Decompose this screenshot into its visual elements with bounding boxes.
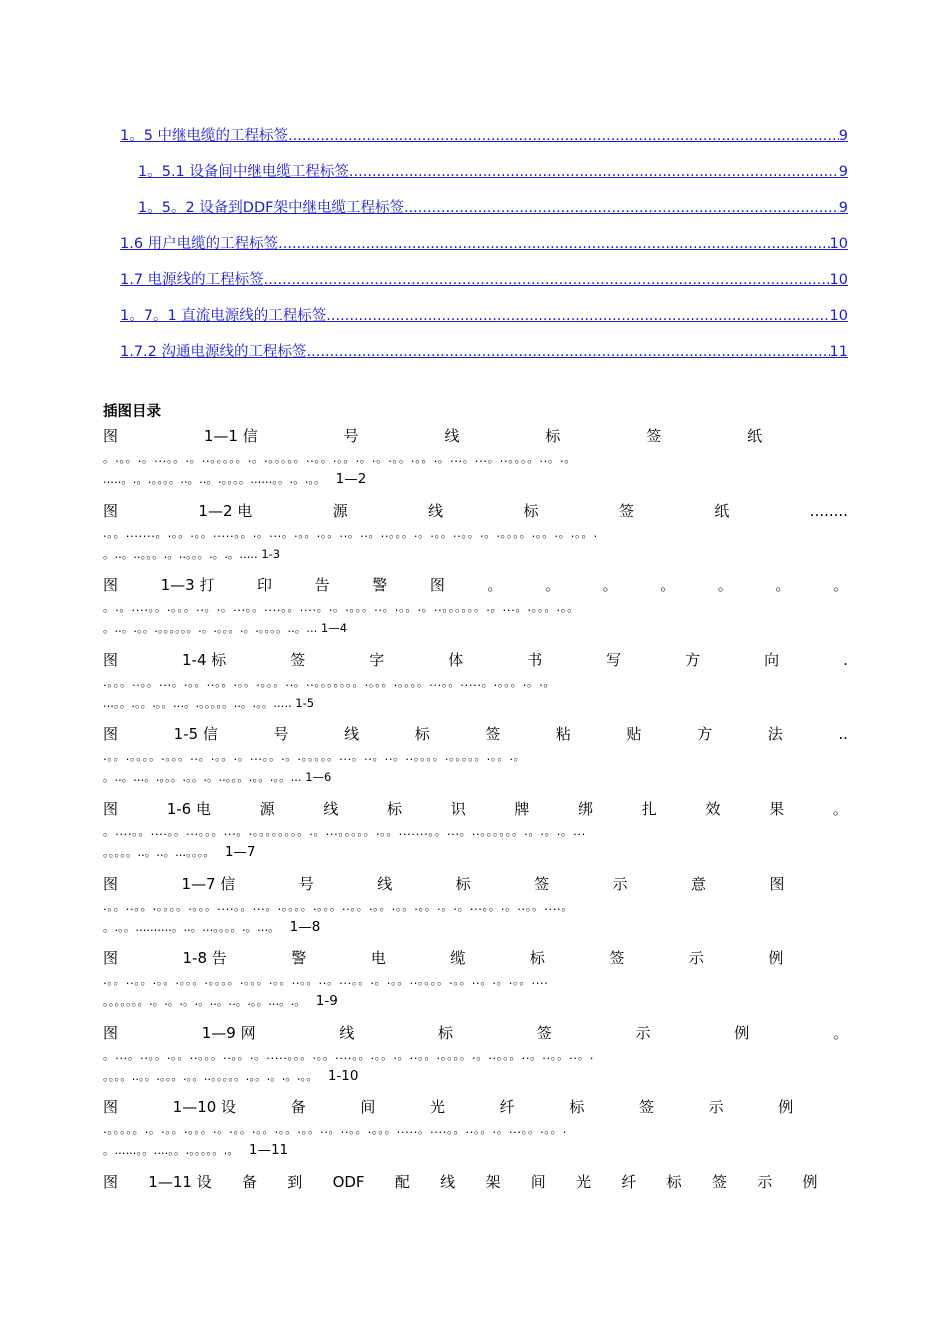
caption-word: 光 (430, 1098, 446, 1117)
dot-leader: .。。。。。.。.。。.。。。.。.。。.。。.。。.。。..。..。。.。。。.....。....。。..。。.。...。。.。。. (103, 1122, 568, 1137)
toc-link[interactable] (120, 126, 848, 146)
caption-word: 标 (387, 800, 403, 818)
caption-word: 图 (103, 874, 119, 893)
caption-word: 纸 (747, 427, 763, 445)
figure-entry[interactable] (103, 500, 848, 564)
figure-caption (103, 798, 848, 820)
dot-leader-tail (103, 991, 848, 1011)
caption-word: 签 (534, 874, 550, 893)
toc-leader (264, 270, 830, 290)
caption-word: 例 (802, 1173, 818, 1191)
caption-word: 签 (711, 1173, 727, 1191)
caption-word: 缆 (450, 949, 466, 968)
toc-label: 1。5 中继电缆的工程标签 (120, 128, 289, 144)
toc-page: 9 (838, 164, 848, 180)
caption-word: 1-4 标 (181, 650, 227, 669)
dot-leader-tail (103, 693, 848, 713)
caption-word: 1—2 电 (198, 501, 253, 520)
toc-leader (326, 306, 829, 326)
caption-word: ODF (332, 1173, 365, 1191)
caption-word: 警 (291, 949, 307, 968)
caption-word: 警 (372, 576, 388, 595)
leader-text: 。。。。。。。.。.。.。.。..。..。.。。...。.。 (103, 994, 306, 1009)
caption-word: 1-8 告 (182, 949, 227, 968)
caption-word: 配 (394, 1173, 410, 1191)
figure-entry[interactable] (103, 1096, 848, 1160)
toc-link[interactable] (120, 342, 848, 362)
figure-entry[interactable] (103, 1171, 848, 1193)
leader-text: 。.。。..........。..。...。。。。.。...。 (103, 919, 280, 934)
dot-leader-tail (103, 917, 848, 937)
caption-word: 。 (832, 576, 848, 595)
dot-leader-tail (103, 469, 848, 489)
caption-word: 例 (734, 1023, 750, 1042)
toc-page: 11 (829, 344, 848, 360)
caption-word: 图 (103, 427, 119, 445)
figure-caption (103, 574, 848, 596)
caption-word: 向 (764, 650, 780, 669)
caption-word: 纤 (621, 1173, 637, 1191)
caption-word: 粘 (555, 725, 571, 744)
dot-leader-tail (103, 618, 848, 638)
caption-word: 纤 (499, 1098, 515, 1117)
figure-caption (103, 947, 848, 969)
dot-leader: 。....。。....。。...。。。...。.。。。。。。。。.。...。。。。。.。。.......。。...。..。。。。。。.。.。.。... (103, 824, 586, 838)
caption-word: 。 (602, 576, 618, 595)
caption-word: 1—7 信 (181, 874, 236, 893)
caption-word: 图 (103, 725, 119, 744)
caption-word: 1-5 信 (173, 725, 218, 744)
caption-word: 电 (370, 949, 386, 968)
caption-word: 印 (257, 576, 273, 595)
toc-label: 1。5。2 设备到DDF架中继电缆工程标签 (138, 200, 404, 216)
next-figure-number: 1—11 (248, 1142, 289, 1159)
caption-word: 签 (646, 427, 662, 445)
caption-word: 签 (290, 650, 306, 669)
figure-entry[interactable] (103, 947, 848, 1011)
caption-word: 。 (487, 576, 503, 595)
next-figure-number: 1—7 (224, 844, 256, 860)
caption-word: 方 (685, 650, 701, 669)
caption-word: 果 (769, 800, 785, 818)
dot-leader-tail (103, 1066, 848, 1086)
toc-label: 1。7。1 直流电源线的工程标签 (120, 308, 327, 324)
caption-word: 1—10 设 (172, 1098, 237, 1117)
dot-leader: .。。.......。.。。.。。.....。。.。...。.。。.。。..。..。..。。。.。.。。..。。.。.。。。。.。。.。.。。. (103, 525, 598, 540)
figure-entry[interactable] (103, 723, 848, 787)
caption-word: .. (838, 725, 848, 744)
dot-leader: 。.。。.。...。。.。..。。。。。.。.。。。。。..。。.。。.。.。.。。.。。.。...。...。..。。。。..。.。 (103, 451, 577, 465)
caption-word: 1—9 网 (201, 1023, 256, 1042)
figure-caption (103, 1096, 848, 1118)
toc-leader (307, 342, 830, 362)
caption-word: 图 (429, 576, 445, 595)
next-figure-number: 1-9 (315, 993, 338, 1010)
dot-leader: 。.。....。。.。。。..。.。...。。....。。....。.。.。。。..。.。。.。..。。。。。。.。...。.。。。.。。 (103, 600, 580, 615)
caption-word: 牌 (514, 800, 530, 818)
toc-page: 10 (829, 272, 848, 288)
dot-leader: .。。。..。。...。.。。..。。.。。.。。。..。..。。。。。。。.。。。.。。。。...。。.....。.。。。.。.。 (103, 674, 556, 689)
caption-word: 标 (414, 725, 430, 744)
caption-word: 号 (343, 427, 359, 445)
figure-caption (103, 1022, 848, 1044)
caption-word: 标 (545, 427, 561, 445)
figure-entry[interactable] (103, 425, 848, 489)
caption-word: 。 (545, 576, 561, 595)
caption-word: 识 (450, 800, 466, 818)
toc-page: 9 (838, 200, 848, 216)
caption-word: 例 (778, 1098, 794, 1117)
toc-link[interactable] (120, 306, 848, 326)
toc-page: 10 (829, 308, 848, 324)
caption-word: 签 (638, 1098, 654, 1117)
dot-leader: 。...。..。。.。。..。。。..。。.。.....。。。.。。....。。.。。.。..。。.。。。。.。..。。。..。..。。..。. (103, 1047, 595, 1062)
caption-word: 。 (832, 1023, 848, 1042)
caption-word: 示 (612, 874, 628, 893)
dot-leader-tail (103, 842, 848, 862)
figure-caption (103, 873, 848, 895)
caption-word: 源 (259, 800, 275, 818)
caption-word: 。 (832, 800, 848, 818)
caption-word: 扎 (641, 800, 657, 818)
caption-word: 线 (323, 800, 339, 818)
caption-word: 图 (103, 650, 119, 669)
caption-word: 图 (769, 874, 785, 893)
figure-caption (103, 425, 848, 447)
caption-word: 间 (360, 1098, 376, 1117)
toc-leader (349, 162, 839, 182)
caption-word: 备 (241, 1173, 257, 1191)
figure-caption (103, 649, 848, 671)
caption-word: 体 (448, 650, 464, 669)
caption-word: 。 (660, 576, 676, 595)
next-figure-number: 1—8 (289, 918, 321, 935)
toc-label: 1.7.2 沟通电源线的工程标签 (120, 344, 307, 360)
caption-word: 1—1 信 (203, 427, 258, 445)
caption-word: 告 (314, 576, 330, 595)
caption-word: 备 (290, 1098, 306, 1117)
leader-text: 。。。。。..。..。...。。。。 (103, 845, 215, 859)
toc-link[interactable] (138, 198, 848, 218)
toc-link[interactable] (120, 270, 848, 290)
caption-word: 号 (298, 874, 314, 893)
dot-leader: .。。..。。.。。。。.。。。....。。...。.。。。。.。。。..。。.。。.。。.。。.。.。...。。.。..。。....。 (103, 898, 574, 913)
caption-word: 方 (697, 725, 713, 744)
caption-word: 线 (377, 874, 393, 893)
caption-word: 间 (530, 1173, 546, 1191)
caption-word: 。 (717, 576, 733, 595)
toc-link[interactable] (138, 162, 848, 182)
caption-word: 书 (527, 650, 543, 669)
caption-word: 纸 (714, 501, 730, 520)
figure-entry[interactable] (103, 873, 848, 937)
caption-word: 示 (635, 1023, 651, 1042)
figure-caption (103, 723, 848, 745)
caption-word: 贴 (626, 725, 642, 744)
caption-word: 标 (455, 874, 471, 893)
caption-word: 意 (691, 874, 707, 893)
caption-word: 示 (708, 1098, 724, 1117)
caption-word: 到 (287, 1173, 303, 1191)
caption-word: 图 (103, 501, 119, 520)
leader-text: 。..。.。。.。。。。。。.。.。。。.。.。。。。..。... 1—4 (103, 621, 348, 636)
caption-word: 字 (369, 650, 385, 669)
caption-word: 效 (705, 800, 721, 818)
dot-leader-tail (103, 1140, 848, 1160)
caption-word: 线 (339, 1023, 355, 1042)
caption-word: 。 (775, 576, 791, 595)
caption-word: 光 (576, 1173, 592, 1191)
caption-word: 标 (569, 1098, 585, 1117)
caption-word: 图 (103, 800, 119, 818)
caption-word: 线 (428, 501, 444, 520)
toc-link[interactable] (120, 234, 848, 254)
toc-leader (404, 198, 839, 218)
dot-leader-tail (103, 544, 848, 564)
caption-word: 1-6 电 (166, 800, 211, 818)
caption-word: 示 (757, 1173, 773, 1191)
caption-word: 图 (103, 949, 119, 968)
caption-word: 图 (103, 1173, 119, 1191)
caption-word: . (843, 650, 848, 669)
toc-page: 10 (829, 236, 848, 252)
figures-heading: 插图目录 (103, 404, 161, 420)
caption-word: 线 (344, 725, 360, 744)
caption-word: 写 (606, 650, 622, 669)
figure-entry[interactable] (103, 798, 848, 862)
toc-page: 9 (838, 128, 848, 144)
leader-text: .....。.。.。。。。..。..。.。。。。......。。.。.。。 (103, 472, 326, 486)
caption-word: 源 (332, 501, 348, 520)
caption-word: 标 (438, 1023, 454, 1042)
caption-word: 签 (618, 501, 634, 520)
caption-word: 架 (485, 1173, 501, 1191)
toc-leader (288, 126, 839, 146)
toc-leader (278, 234, 829, 254)
caption-word: 线 (444, 427, 460, 445)
figure-entry[interactable] (103, 649, 848, 713)
figure-entry[interactable] (103, 1022, 848, 1086)
caption-word: 签 (485, 725, 501, 744)
figure-entry[interactable] (103, 574, 848, 638)
figure-caption (103, 500, 848, 522)
caption-word: 绑 (578, 800, 594, 818)
caption-word: 图 (103, 1098, 119, 1117)
toc-label: 1.7 电源线的工程标签 (120, 272, 264, 288)
caption-word: 示 (688, 949, 704, 968)
dot-leader-tail (103, 767, 848, 787)
caption-word: 线 (440, 1173, 456, 1191)
leader-text: 。......。。....。。.。。。。。.。 (103, 1143, 239, 1158)
dot-leader: .。。.。。。。.。。。..。.。。.。...。。.。.。。。。。...。..。..。..。。。。.。。。。。.。。.。 (103, 749, 526, 764)
caption-word: 标 (666, 1173, 682, 1191)
caption-word: 法 (767, 725, 783, 744)
leader-text: 。..。...。.。。。.。。.。..。。。.。。.。。... 1—6 (103, 770, 332, 785)
toc-label: 1.6 用户电缆的工程标签 (120, 236, 279, 252)
caption-word: 图 (103, 1023, 119, 1042)
dot-leader: .。。..。。.。。.。。。.。。。。.。。。.。。..。。..。...。。.。.。。..。。。。.。。..。.。.。。.... (103, 973, 549, 988)
caption-word: 签 (609, 949, 625, 968)
caption-word: 1—11 设 (148, 1173, 212, 1191)
caption-word: ........ (809, 501, 848, 520)
caption-word: 图 (103, 576, 119, 595)
caption-word: 例 (768, 949, 784, 968)
leader-text: 。..。..。。。.。..。。。.。.。..... 1-3 (103, 546, 281, 561)
leader-text: ...。。.。。.。。...。.。。。。。..。.。。..... 1-5 (103, 695, 315, 710)
caption-word: 号 (273, 725, 289, 744)
toc-label: 1。5.1 设备间中继电缆工程标签 (138, 164, 349, 180)
next-figure-number: 1-10 (327, 1067, 359, 1084)
caption-word: 标 (529, 949, 545, 968)
caption-word: 标 (523, 501, 539, 520)
caption-word: 签 (536, 1023, 552, 1042)
leader-text: 。。。。..。。.。。。.。。..。。。。。.。。.。.。.。。 (103, 1068, 318, 1083)
figure-caption (103, 1171, 848, 1193)
caption-word: 1—3 打 (160, 576, 215, 595)
next-figure-number: 1—2 (335, 471, 367, 487)
